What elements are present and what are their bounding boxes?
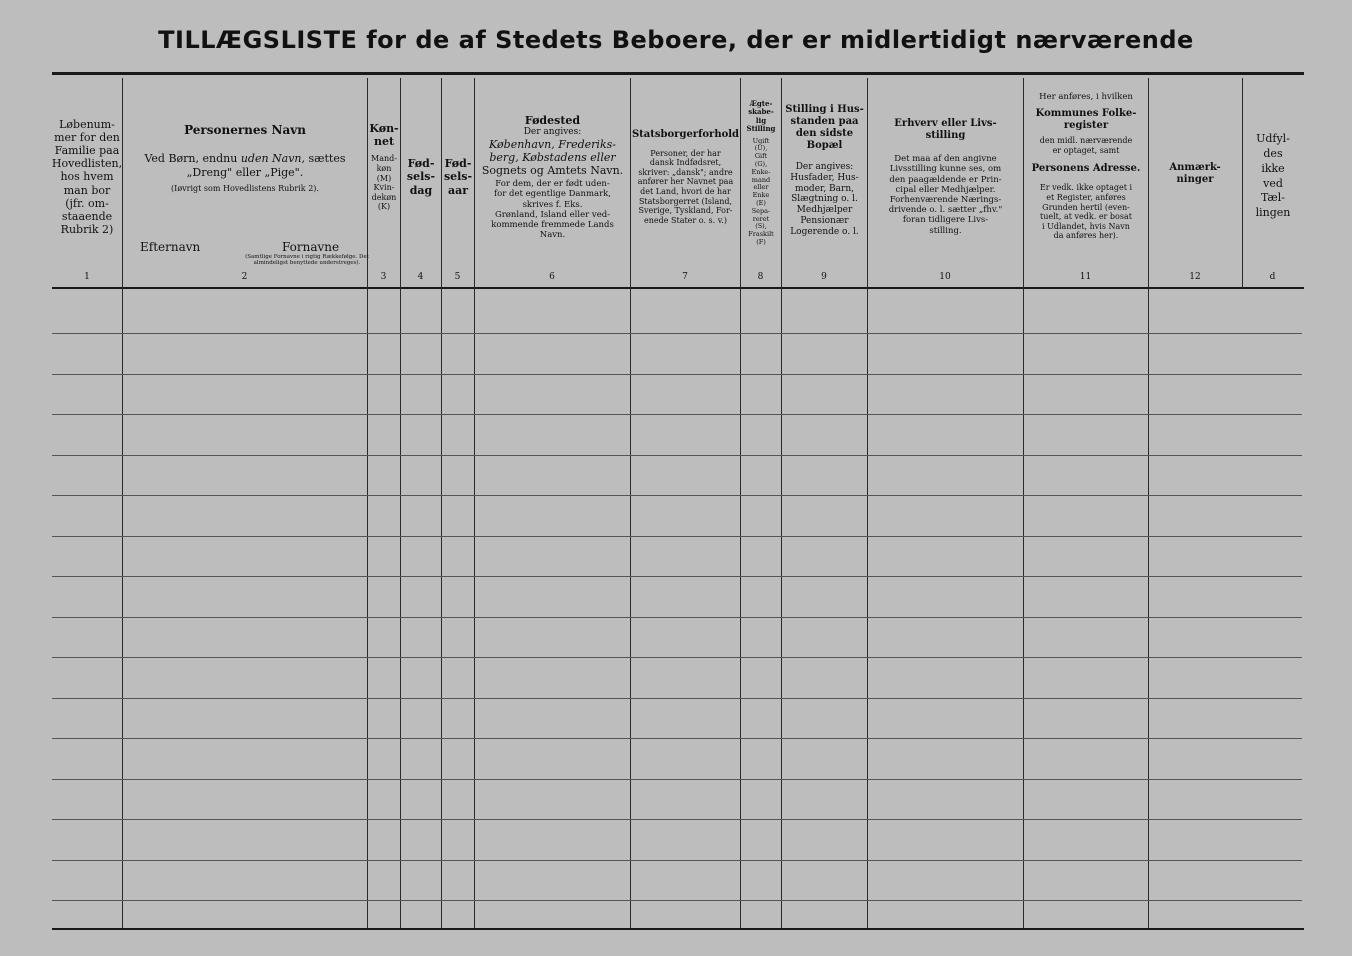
col-11-text: [1040, 136, 1133, 155]
c8l-line: mand: [751, 175, 771, 184]
col-7-text: [638, 149, 733, 226]
c1-line: hos hvem: [60, 170, 114, 184]
c10l-line: drivende o. l. sætter „fhv.": [888, 205, 1003, 216]
cdl-line: Udfyl-: [1256, 132, 1290, 145]
col-2-line1b: uden Navn,: [240, 152, 306, 165]
bottom-rule: [52, 928, 1304, 930]
c7l-line: det Land, hvori de har: [640, 187, 731, 196]
c9l-line: Pensionær: [800, 215, 849, 226]
col-2-fornavne-note: (Samtlige Fornavne i rigtig Rækkefølge. Det almindeligst benyttede understreges).: [245, 254, 369, 267]
column-number: 2: [241, 272, 248, 282]
table-row-line: [52, 738, 1302, 739]
cdl-line: ikke: [1261, 161, 1285, 175]
table-row-line: [52, 374, 1302, 375]
c7l-line: Sverige, Tyskland, For-: [638, 206, 733, 216]
col-2-line3: (Iøvrigt som Hovedlistens Rubrik 2).: [171, 183, 319, 193]
c7l-line: Statsborgerret (Island,: [638, 196, 733, 206]
c12h-line: ninger: [1176, 174, 1214, 185]
col-2-line1a: Ved Børn, endnu: [144, 152, 241, 165]
c3l-line: køn: [376, 163, 392, 173]
table-row-line: [52, 414, 1302, 415]
c7h-line: Statsborgerforhold: [631, 128, 740, 140]
c8h-line: lig: [755, 115, 767, 125]
c4h-line: Fød-: [407, 157, 435, 171]
c1-line: man bor: [63, 183, 111, 197]
c9l-line: Husfader, Hus-: [790, 172, 859, 183]
c3l-line: Mand-: [371, 154, 397, 164]
c8l-line: (U),: [754, 144, 768, 153]
c6l-line: Der angives:: [523, 126, 582, 137]
c3l-line: Kvin-: [373, 183, 395, 193]
col-3-text: [371, 154, 397, 212]
c3l-line: (K): [377, 202, 391, 212]
c8l-line: Sepa-: [751, 206, 771, 215]
c9l-line: Der angives:: [795, 162, 854, 172]
c8l-line: (F): [756, 237, 766, 246]
c10h-line: Erhverv eller Livs-: [894, 118, 997, 130]
col-10-text: [889, 154, 1003, 236]
c11l2-line: da anføres her).: [1053, 231, 1119, 241]
col-6-text: [524, 127, 582, 138]
col-d-text: [1256, 132, 1291, 221]
col-2-line2: „Dreng" eller „Pige".: [186, 166, 304, 180]
column-number: 11: [1079, 272, 1092, 282]
c3l-line: dekøn: [371, 192, 397, 202]
c11l-line: den midl. nærværende: [1039, 136, 1133, 146]
c6i-line: København, Frederiks-: [489, 137, 616, 151]
c11t-line: Her anføres, i hvilken: [1039, 92, 1133, 102]
c6l3-line: kommende fremmede Lands: [491, 219, 614, 230]
c10l-line: cipal eller Medhjælper.: [895, 184, 996, 195]
col-8-header: [741, 82, 781, 272]
c11l2-line: et Register, anføres: [1046, 192, 1126, 202]
c8l-line: Enke: [752, 191, 770, 200]
c11h-line: Kommunes Folke-: [1035, 108, 1137, 120]
c6l2-line: Sognets og Amtets Navn.: [481, 164, 624, 178]
c7l-line: enede Stater o. s. v.): [643, 215, 727, 225]
cdl-line: Tæl-: [1260, 191, 1286, 205]
c8l-line: reret: [752, 214, 770, 223]
column-number: 12: [1189, 272, 1201, 282]
column-divider: [122, 78, 123, 928]
c12h-line: Anmærk-: [1169, 162, 1221, 173]
table-row-line: [52, 819, 1302, 820]
c9l-line: Logerende o. l.: [790, 226, 859, 237]
col-10-header: [868, 82, 1023, 272]
header-bottom-rule: [52, 287, 1304, 289]
c1-line: mer for den: [54, 130, 120, 144]
c1-line: staaende: [61, 209, 113, 223]
c8l-line: (G),: [754, 159, 768, 168]
col-8-heading: [747, 100, 776, 134]
col-6-heading: [525, 114, 580, 127]
c6l3-line: for det egentlige Danmark,: [493, 189, 612, 200]
table-row-line: [52, 779, 1302, 780]
c8l-line: Enke-: [751, 167, 771, 176]
table-row-line: [52, 657, 1302, 658]
table-row-line: [52, 536, 1302, 537]
col-8-text: [748, 138, 774, 247]
c9h-line: den sidste: [795, 128, 854, 139]
c8h-line: Ægte-: [749, 99, 773, 108]
c10l-line: den paagældende er Prin-: [889, 174, 1002, 185]
col-11-text-top: [1039, 92, 1133, 102]
c11h2-line: Personens Adresse.: [1031, 163, 1141, 175]
table-row-line: [52, 860, 1302, 861]
col-6-text3: [491, 179, 614, 240]
column-number: 8: [757, 272, 764, 282]
c4h-line: dag: [409, 183, 433, 197]
col-5-header: [442, 82, 474, 272]
table-row-line: [52, 576, 1302, 577]
c9h-line: Bopæl: [806, 140, 843, 151]
col-4-header: [401, 82, 441, 272]
c9h-line: Stilling i Hus-: [785, 104, 864, 115]
c8h-line: Stilling: [746, 124, 776, 134]
col-9-header: [782, 82, 867, 272]
col-2-efternavn: Efternavn: [140, 240, 201, 254]
column-number: 5: [454, 272, 461, 282]
column-number: 9: [821, 272, 827, 282]
cdl-line: lingen: [1255, 206, 1291, 220]
c5h-line: aar: [447, 183, 469, 197]
col-2-fornavne: Fornavne: [282, 240, 340, 254]
c11h-line: register: [1063, 120, 1109, 132]
c7l-line: skriver: „dansk"; andre: [638, 167, 733, 177]
column-number: 3: [380, 272, 387, 282]
col-2-instructions: [124, 152, 366, 195]
c8l-line: eller: [753, 183, 769, 192]
c1-line: Rubrik 2): [60, 223, 114, 237]
c1-line: Hovedlisten,: [52, 157, 122, 171]
col-5-heading: [444, 157, 472, 197]
c8l-line: Fraskilt: [748, 230, 774, 239]
col-9-heading: [785, 104, 864, 152]
c7l-line: anfører her Navnet paa: [637, 177, 734, 187]
c10l-line: foran tidligere Livs-: [902, 215, 989, 226]
column-number: 7: [682, 272, 688, 282]
top-rule: [52, 72, 1304, 75]
col-2-header: [124, 120, 366, 140]
col-6-text2: [482, 164, 623, 177]
c10l-line: Forhenværende Nærings-: [889, 195, 1002, 205]
c10l-line: Livsstilling kunne ses, om: [889, 164, 1002, 175]
c8l-line: Ugift: [752, 136, 770, 145]
c8l-line: (E): [756, 198, 766, 207]
table-row-line: [52, 617, 1302, 618]
column-number: 6: [549, 272, 555, 282]
c10l-line: stilling.: [929, 225, 962, 236]
c9l-line: moder, Barn,: [794, 183, 854, 194]
c11l2-line: i Udlandet, hvis Navn: [1042, 221, 1130, 231]
c6l3-line: Grønland, Island eller ved-: [494, 209, 611, 220]
col-1-text: [52, 118, 122, 237]
table-row-line: [52, 455, 1302, 456]
col-6-italic: [489, 138, 616, 164]
c1-line: Familie paa: [54, 144, 120, 158]
c4h-line: sels-: [406, 170, 436, 184]
table-row-line: [52, 495, 1302, 496]
c10h-line: stilling: [925, 130, 966, 142]
form-title: TILLÆGSLISTE for de af Stedets Beboere, der er midlertidigt nærværende: [158, 26, 1194, 54]
col-9-text: [790, 162, 859, 238]
c6l3-line: For dem, der er født uden-: [495, 179, 610, 190]
col-11-heading2: [1032, 163, 1141, 175]
col-7-heading: [632, 129, 739, 141]
c11l2-line: tuelt, at vedk. er bosat: [1040, 212, 1132, 222]
col-7-header: [631, 82, 740, 272]
col-2-heading: Personernes Navn: [184, 122, 306, 137]
col-1-header: [52, 82, 122, 272]
table-row-line: [52, 333, 1302, 334]
col-11-text2: [1040, 183, 1132, 241]
col-6-header: [475, 82, 630, 272]
c9h-line: standen paa: [790, 116, 859, 127]
cdl-line: des: [1263, 146, 1283, 160]
col-12-header: [1149, 82, 1241, 272]
c6l3-line: skrives f. Eks.: [522, 199, 583, 210]
c1-line: (jfr. om-: [65, 196, 109, 210]
c6l3-line: Navn.: [539, 230, 566, 241]
col-11-header: [1024, 82, 1148, 272]
c10l-line: Det maa af den angivne: [894, 154, 997, 165]
c7l-line: dansk Indfødsret,: [649, 158, 722, 168]
column-number: d: [1269, 272, 1276, 282]
c5h-line: Fød-: [444, 157, 472, 171]
cdl-line: ved: [1263, 176, 1283, 190]
col-2-line1c: sættes: [305, 152, 346, 165]
c11l-line: er optaget, samt: [1052, 145, 1120, 155]
c7l-line: Personer, der har: [650, 148, 721, 158]
col-d-header: [1243, 82, 1303, 272]
c8l-line: Gift: [754, 152, 768, 161]
c1-line: Løbenum-: [59, 117, 115, 131]
col-3-heading: [369, 122, 398, 148]
c8l-line: (S),: [755, 222, 767, 231]
c3l-line: (M): [376, 173, 392, 183]
c8h-line: skabe-: [748, 107, 774, 117]
column-number: 1: [84, 272, 90, 282]
col-10-heading: [894, 118, 996, 142]
c3h-line: Køn-: [369, 122, 399, 135]
c5h-line: sels-: [443, 170, 473, 184]
c11l2-line: Grunden hertil (even-: [1042, 202, 1130, 212]
c11l2-line: Er vedk. ikke optaget i: [1039, 183, 1133, 193]
col-12-heading: [1169, 162, 1220, 186]
column-number: 4: [417, 272, 424, 282]
c6i-line: berg, Købstadens eller: [489, 150, 616, 164]
col-3-header: [368, 82, 400, 272]
c9l-line: Slægtning o. l.: [791, 194, 858, 205]
table-row-line: [52, 698, 1302, 699]
c3h-line: net: [373, 135, 395, 149]
col-11-heading: [1036, 108, 1137, 132]
c6h-line: Fødested: [524, 113, 581, 127]
table-row-line: [52, 900, 1302, 901]
c9l-line: Medhjælper: [796, 205, 853, 216]
column-number: 10: [939, 272, 951, 282]
col-4-heading: [407, 157, 435, 197]
